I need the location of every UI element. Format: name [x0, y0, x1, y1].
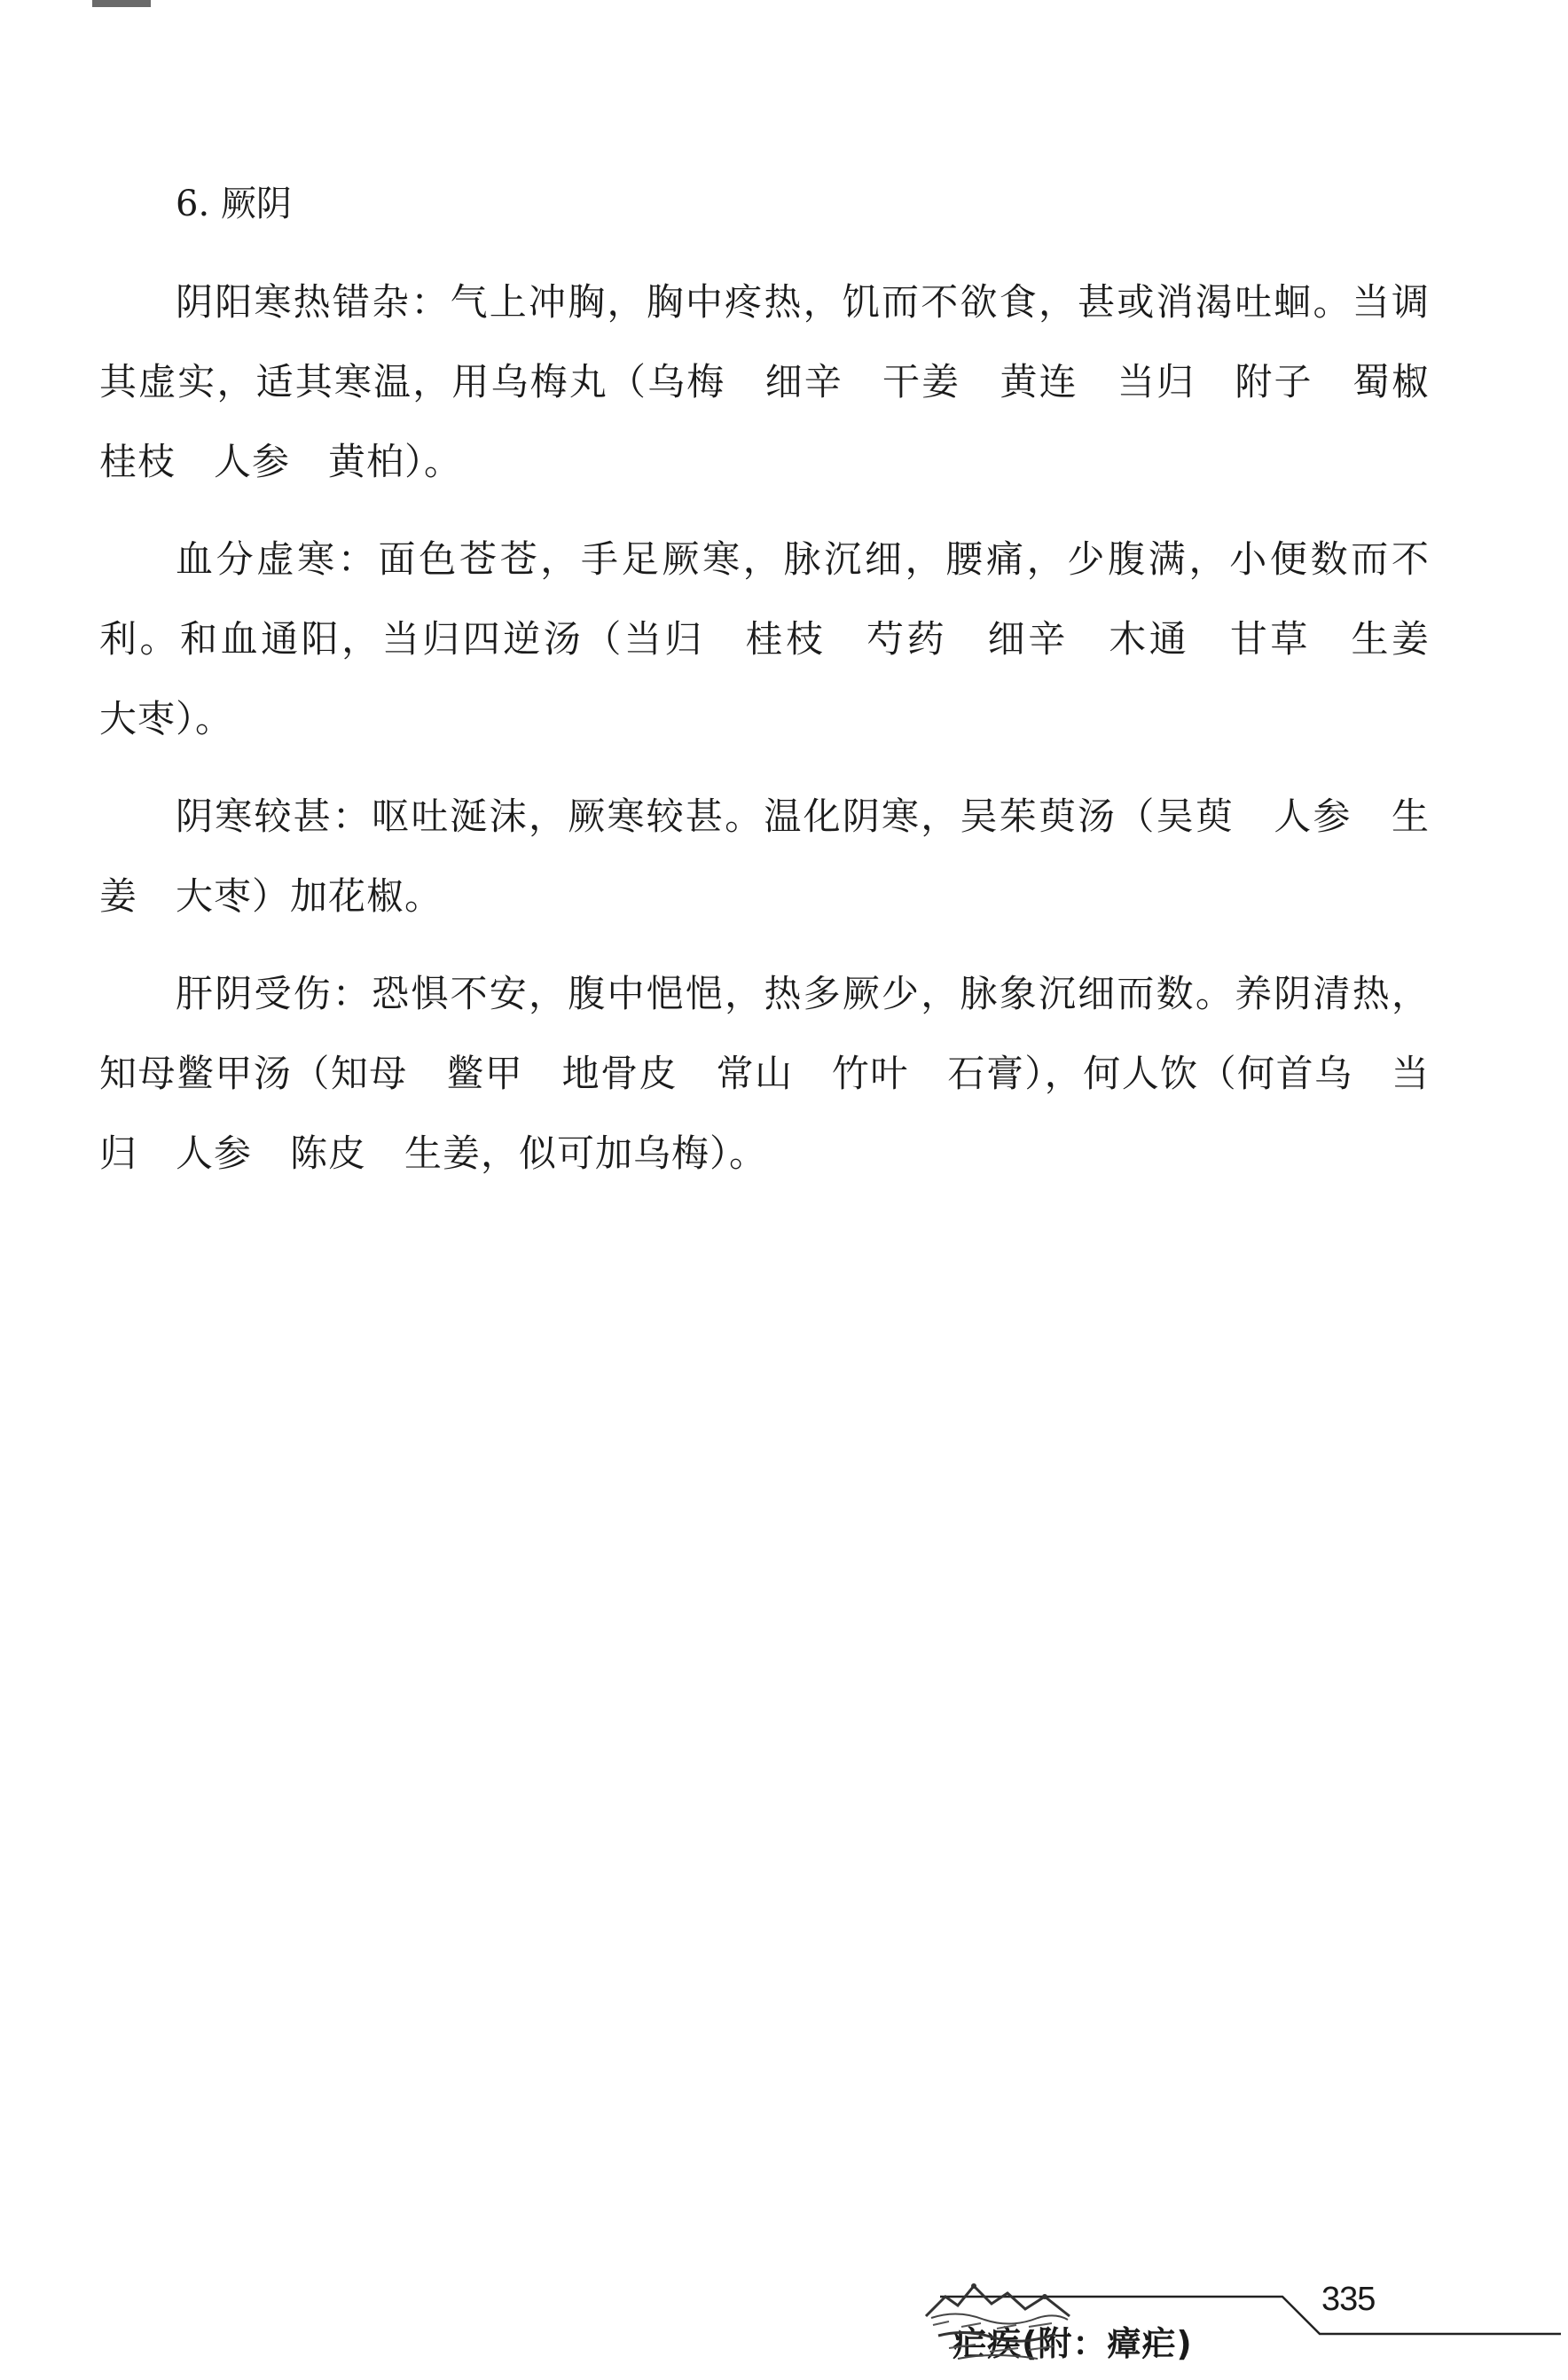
paragraph-yin-yang-mixed: 阴阳寒热错杂：气上冲胸，胸中疼热，饥而不欲食，甚或消渴吐蛔。当调其虚实，适其寒温，用乌梅丸（乌梅 细辛 干姜 黄连 当归 附子 蜀椒 桂枝 人参 黄柏）。 — [99, 280, 1469, 483]
scan-edge-mark — [92, 0, 151, 7]
page-body — [99, 177, 1469, 1211]
landscape-ornament-icon — [922, 2270, 1073, 2366]
paragraph-liver-yin-injury: 肝阴受伤：恐惧不安，腹中悒悒，热多厥少，脉象沉细而数。养阴清热，知母鳖甲汤（知母 鳖甲 地骨皮 常山 竹叶 石膏），何人饮（何首乌 当归 人参 陈皮 生姜，似可加乌梅）。 — [99, 972, 1430, 1175]
page-footer — [922, 2270, 1561, 2380]
page-number: 335 — [1321, 2281, 1376, 2318]
paragraph-yin-cold-severe: 阴寒较甚：呕吐涎沫，厥寒较甚。温化阴寒，吴茱萸汤（吴萸 人参 生姜 大枣）加花椒。 — [99, 795, 1430, 918]
running-title: 疟疾(附：瘴疟) — [953, 2324, 1193, 2363]
paragraph-blood-cold: 血分虚寒：面色苍苍，手足厥寒，脉沉细，腰痛，少腹满，小便数而不利。和血通阳，当归四逆汤（当归 桂枝 芍药 细辛 木通 甘草 生姜 大枣）。 — [99, 537, 1469, 740]
section-heading: 6. 厥阴 — [176, 184, 292, 224]
